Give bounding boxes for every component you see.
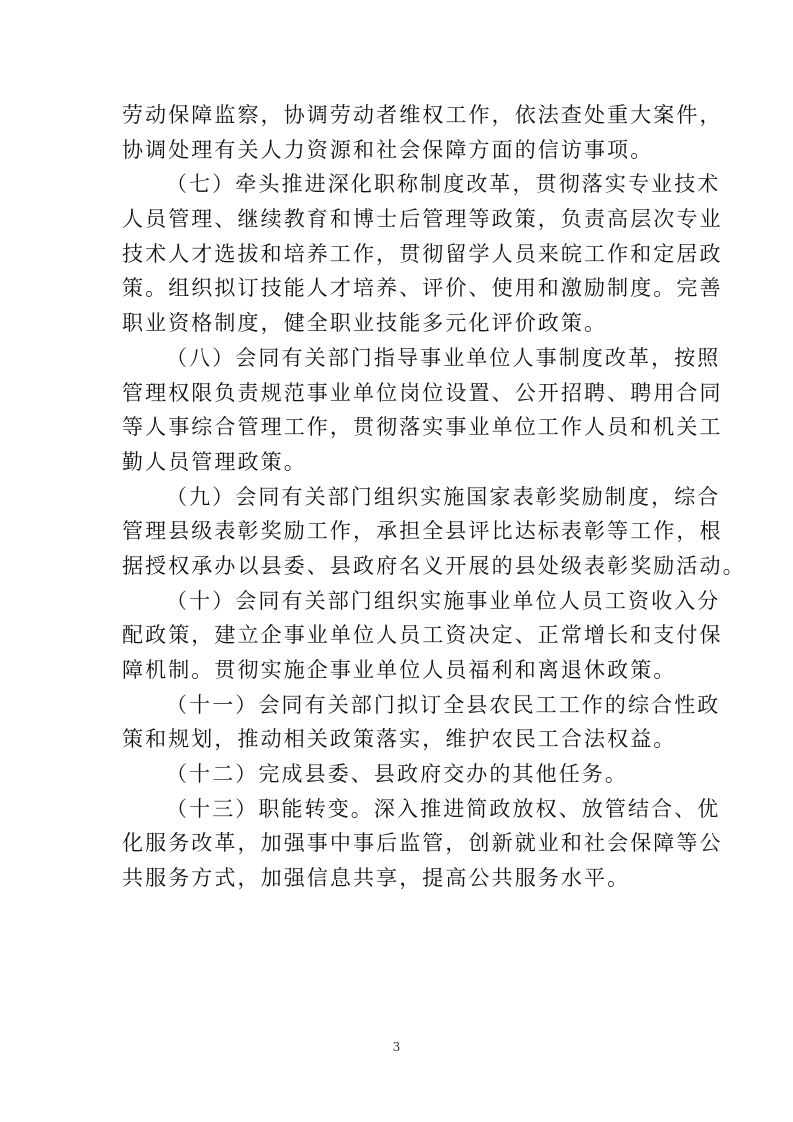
text-line: 障机制。贯彻实施企事业单位人员福利和离退休政策。 bbox=[122, 658, 677, 682]
text-line: （十）会同有关部门组织实施事业单位人员工资收入分 bbox=[166, 588, 721, 613]
paragraph-continuation bbox=[122, 98, 723, 167]
text-line: 策。组织拟订技能人才培养、评价、使用和激励制度。完善 bbox=[122, 276, 723, 301]
text-line: （八）会同有关部门指导事业单位人事制度改革，按照 bbox=[166, 345, 721, 370]
text-line: 协调处理有关人力资源和社会保障方面的信访事项。 bbox=[122, 137, 654, 162]
text-line: （七）牵头推进深化职称制度改革，贯彻落实专业技术 bbox=[166, 172, 721, 197]
text-line: 职业资格制度，健全职业技能多元化评价政策。 bbox=[122, 311, 608, 336]
text-line: 等人事综合管理工作，贯彻落实事业单位工作人员和机关工 bbox=[122, 415, 723, 440]
text-line: 人员管理、继续教育和博士后管理等政策，负责高层次专业 bbox=[122, 207, 723, 232]
text-line: 据授权承办以县委、县政府名义开展的县处级表彰奖励活动。 bbox=[122, 553, 746, 578]
text-line: （十三）职能转变。深入推进简政放权、放管结合、优 bbox=[166, 796, 721, 821]
paragraph-item-11 bbox=[122, 688, 721, 757]
text-line: 管理县级表彰奖励工作，承担全县评比达标表彰等工作，根 bbox=[122, 519, 723, 544]
paragraph-item-9 bbox=[122, 480, 746, 584]
paragraph-item-12 bbox=[122, 757, 670, 792]
text-line: （九）会同有关部门组织实施国家表彰奖励制度，综合 bbox=[166, 484, 721, 509]
body-text bbox=[122, 98, 746, 896]
paragraph-item-8 bbox=[122, 341, 723, 480]
text-line: 策和规划，推动相关政策落实，维护农民工合法权益。 bbox=[122, 727, 677, 752]
text-line: 管理权限负责规范事业单位岗位设置、公开招聘、聘用合同 bbox=[122, 380, 723, 405]
page-number: 3 bbox=[392, 1040, 401, 1054]
text-line: 劳动保障监察，协调劳动者维权工作，依法查处重大案件， bbox=[122, 103, 723, 127]
paragraph-item-7 bbox=[122, 167, 723, 340]
text-line: （十一）会同有关部门拟订全县农民工工作的综合性政 bbox=[166, 692, 721, 717]
text-line: 技术人才选拔和培养工作，贯彻留学人员来皖工作和定居政 bbox=[122, 241, 723, 266]
text-line: 共服务方式，加强信息共享，提高公共服务水平。 bbox=[122, 866, 631, 891]
text-line: 化服务改革，加强事中事后监管，创新就业和社会保障等公 bbox=[122, 831, 723, 856]
text-line: （十二）完成县委、县政府交办的其他任务。 bbox=[166, 762, 628, 787]
text-line: 配政策，建立企事业单位人员工资决定、正常增长和支付保 bbox=[122, 623, 723, 648]
paragraph-item-10 bbox=[122, 584, 723, 688]
paragraph-item-13 bbox=[122, 792, 723, 896]
text-line: 勤人员管理政策。 bbox=[122, 449, 307, 474]
